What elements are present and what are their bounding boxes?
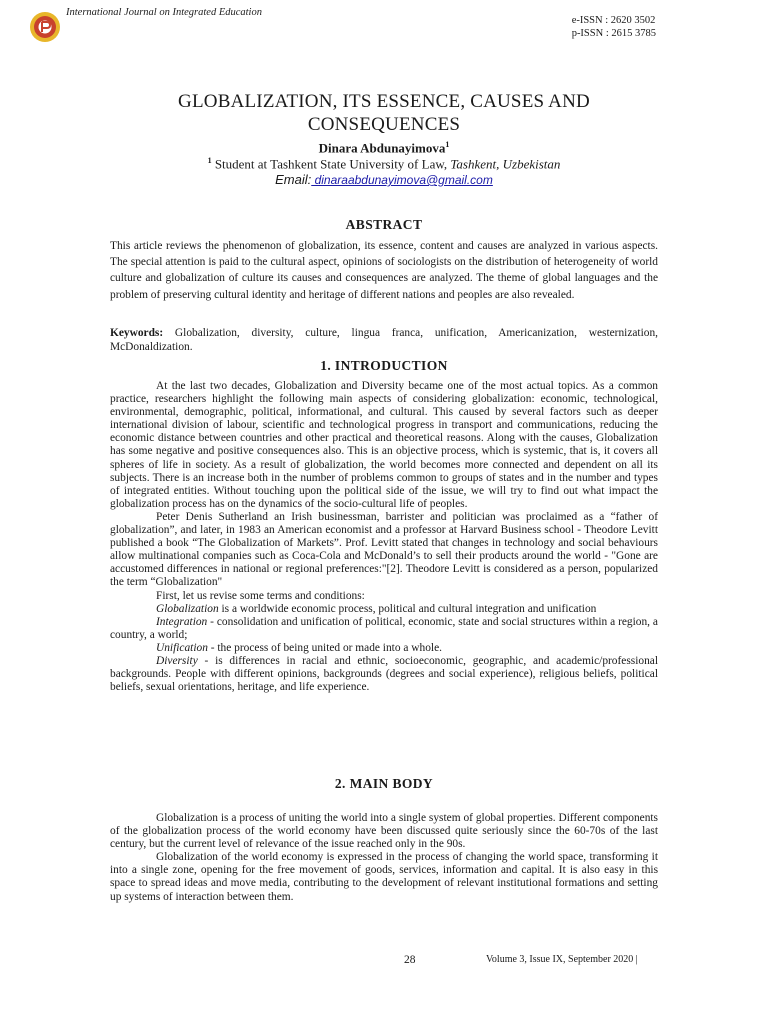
article-title: [110, 90, 658, 136]
author-email: [110, 172, 658, 188]
abstract-heading: ABSTRACT: [345, 217, 423, 232]
def-term-diversity: Diversity: [156, 654, 198, 667]
def-text-globalization: is a worldwide economic process, political and cultural integration and unification: [218, 602, 597, 615]
email-link[interactable]: dinaraabdunayimova@gmail.com: [311, 173, 493, 187]
author-superscript: 1: [445, 140, 450, 149]
keywords: [110, 326, 658, 354]
intro-paragraph-1: At the last two decades, Globalization and Diversity became one of the most actual topics. As a common practice, researchers highlight the following main aspects of considering globalization: economic, technological, environmental, demographic, political, informational, and cultural. This caused by several factors such as deeper international division of labour, scientific and technological progress in transport and communications, reducing the economic distance between countries and other practical and theoretical reasons. Along with the causes, Globalization has some negative and positive consequences also. This is an objective process, which is systemic, that is, it covers all spheres of life in society. As a result of globalization, the world becomes more connected and dependent on all its subjects. There is an increase both in the number of problems common to groups of states and in the number and types of integrated entities. Without touching upon the political side of the issue, we will try to find out what impact the globalization process has on the dynamics of the socio-cultural life of peoples.: [110, 380, 658, 510]
affiliation-text: Student at Tashkent State University of Law,: [211, 156, 448, 172]
pissn: p-ISSN : 2615 3785: [571, 28, 656, 39]
title-line-2: CONSEQUENCES: [307, 114, 461, 135]
email-label: Email:: [275, 172, 312, 187]
affiliation-location: Tashkent, Uzbekistan: [450, 156, 561, 172]
def-term-unification: Unification: [156, 641, 208, 654]
main-body-heading: 2. MAIN BODY: [334, 776, 434, 791]
main-body-section: [110, 812, 658, 904]
introduction-heading: 1. INTRODUCTION: [320, 358, 448, 373]
affiliation-superscript: 1: [207, 156, 212, 165]
abstract-text: This article reviews the phenomenon of globalization, its essence, content and causes are analyzed in various aspects. The special attention is paid to the cultural aspect, opinions of sociologists on the distribution of heterogeneity of world culture and globalization of culture its causes and consequences are analyzed. The theme of global languages and the problem of preserving cultural identity and heritage of different nations and peoples are also revealed.: [110, 240, 658, 301]
journal-logo-icon: [28, 10, 62, 44]
def-text-diversity: - is differences in racial and ethnic, socioeconomic, geographic, and academic/professional backgrounds. People with different opinions, backgrounds (degrees and social experience), religious beliefs, political beliefs, sexual orientations, heritage, and life experience.: [110, 654, 658, 694]
author-text: Dinara Abdunayimova: [318, 140, 446, 156]
definition-diversity: [110, 655, 658, 694]
issn-block: [572, 14, 656, 40]
introduction-section: [110, 380, 658, 694]
keywords-text: Globalization, diversity, culture, lingua franca, unification, Americanization, westernization, McDonaldization.: [110, 327, 658, 353]
volume-info: Volume 3, Issue IX, September 2020 |: [486, 954, 638, 965]
def-text-unification: - the process of being united or made into a whole.: [207, 641, 442, 654]
author-affiliation: [110, 156, 658, 172]
journal-name: International Journal on Integrated Education: [66, 7, 262, 18]
definition-integration: [110, 616, 658, 642]
intro-paragraph-2: Peter Denis Sutherland an Irish businessman, barrister and politician was proclaimed as a “father of globalization”, and later, in 1983 an American economist and a professor at Harvard Business school - Theodore Levitt published a book “The Globalization of Markets”. Prof. Levitt stated that changes in technology and social behaviours allow multinational companies such as Coca-Cola and McDonald’s to sell their products around the world - "Gone are accustomed differences in national or regional preferences:"[2]. Theodore Levitt is considered as a person, popularized the term “Globalization": [110, 510, 658, 589]
eissn: e-ISSN : 2620 3502: [571, 15, 656, 26]
intro-paragraph-3: First, let us revise some terms and conditions:: [156, 589, 365, 602]
main-paragraph-1: Globalization is a process of uniting the world into a single system of global properties. Different components of the globalization process of the world economy have been discussed quite seriously since the 60-70s of the last century, but the current level of relevance of the issue reached only in the 90s.: [110, 812, 658, 851]
def-term-integration: Integration: [156, 615, 208, 628]
keywords-label: Keywords:: [110, 327, 164, 339]
definition-unification: [110, 642, 658, 655]
page-number: 28: [404, 954, 416, 966]
definition-globalization: [110, 603, 658, 616]
author-name: [110, 140, 658, 156]
def-text-integration: - consolidation and unification of political, economic, state and social structures within a region, a country, a world;: [110, 615, 658, 641]
main-paragraph-2: Globalization of the world economy is expressed in the process of changing the world space, transforming it into a single zone, opening for the free movement of goods, services, information and capital. It is also easy in this space to spread ideas and move media, contributing to the development of relevant institutional formations and setting up systems of interaction between them.: [110, 851, 658, 903]
title-line-1: GLOBALIZATION, ITS ESSENCE, CAUSES AND: [178, 91, 590, 112]
def-term-globalization: Globalization: [156, 602, 219, 615]
